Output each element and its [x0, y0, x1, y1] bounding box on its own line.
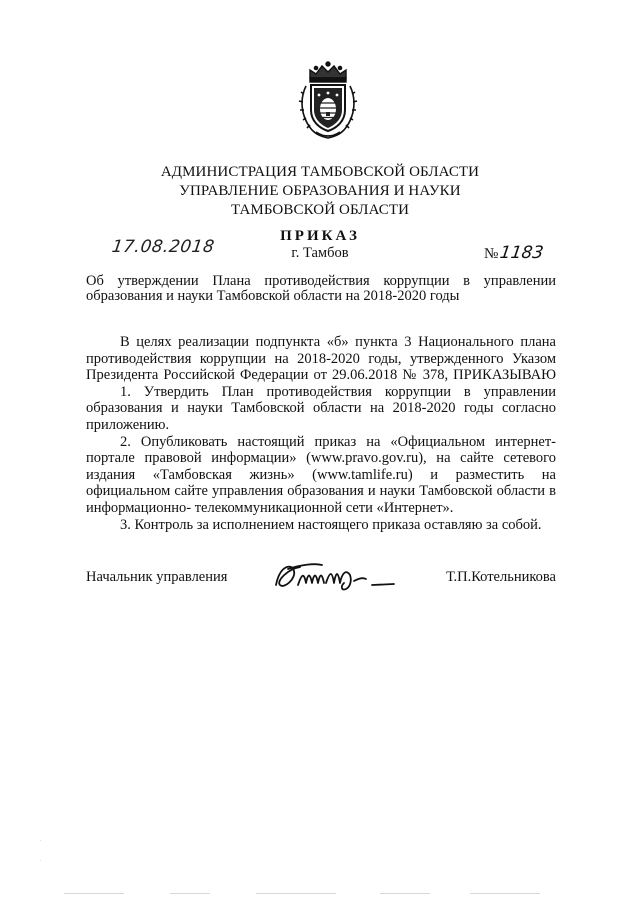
- header-line-region: ТАМБОВСКОЙ ОБЛАСТИ: [230, 202, 410, 218]
- scan-artifact: [170, 893, 210, 894]
- order-title: ПРИКАЗ: [280, 228, 360, 244]
- text-line: В целях реализации подпункта «б» пункта 3 Национального плана: [120, 334, 556, 350]
- text-line: информационно- телекоммуникационной сети «Интернет».: [86, 499, 454, 516]
- order-number-value-handwritten: 1183: [498, 243, 545, 263]
- order-date-handwritten: 17.08.2018: [110, 237, 216, 257]
- header-line-department: УПРАВЛЕНИЕ ОБРАЗОВАНИЯ И НАУКИ: [179, 183, 461, 199]
- text-line: официальном сайте управления образования и науки Тамбовской области в: [86, 483, 556, 500]
- order-number: [484, 243, 544, 263]
- subject-line-1: Об утверждении Плана противодействия коррупции в управлении: [86, 273, 556, 289]
- organization-header: [0, 163, 640, 220]
- clause-2-paragraph: [86, 434, 556, 517]
- text-line: противодействия коррупции на 2018-2020 годы, утвержденного Указом: [86, 350, 556, 367]
- text-line: приложению.: [86, 416, 170, 433]
- text-line: издания «Тамбовская жизнь» (www.tamlife.ru) и разместить на: [86, 466, 556, 483]
- signatory-position: Начальник управления: [86, 569, 228, 585]
- text-line: образования и науки Тамбовской области на 2018-2020 годы согласно: [86, 400, 556, 417]
- tambov-coat-of-arms-icon: [296, 58, 360, 140]
- scan-artifact: [380, 893, 430, 894]
- scan-artifact: [470, 893, 540, 894]
- signature-block: [86, 565, 556, 595]
- clause-1-paragraph: [86, 384, 556, 434]
- scan-artifact: [40, 840, 41, 841]
- text-line: Президента Российской Федерации от 29.06.2018 № 378, ПРИКАЗЫВАЮ: [86, 367, 556, 384]
- header-line-administration: АДМИНИСТРАЦИЯ ТАМБОВСКОЙ ОБЛАСТИ: [160, 164, 480, 180]
- scan-artifact: [40, 860, 41, 861]
- subject-line-2: образования и науки Тамбовской области на 2018-2020 годы: [86, 288, 460, 304]
- order-number-label: №: [484, 246, 499, 262]
- text-line: портале правовой информации» (www.pravo.gov.ru), на сайте сетевого: [86, 450, 556, 467]
- order-city: г. Тамбов: [291, 245, 349, 261]
- preamble-paragraph: [86, 334, 556, 384]
- order-subject: [86, 274, 556, 304]
- clause-3-paragraph: [86, 517, 556, 534]
- text-line: 2. Опубликовать настоящий приказ на «Официальном интернет-: [120, 433, 556, 450]
- handwritten-signature-icon: [270, 555, 410, 597]
- order-body: [86, 334, 556, 533]
- scan-artifact: [64, 893, 124, 894]
- scan-artifact: [256, 893, 336, 894]
- text-line: 3. Контроль за исполнением настоящего приказа оставляю за собой.: [120, 516, 542, 533]
- signatory-name: Т.П.Котельникова: [446, 569, 556, 585]
- text-line: 1. Утвердить План противодействия коррупции в управлении: [120, 383, 556, 400]
